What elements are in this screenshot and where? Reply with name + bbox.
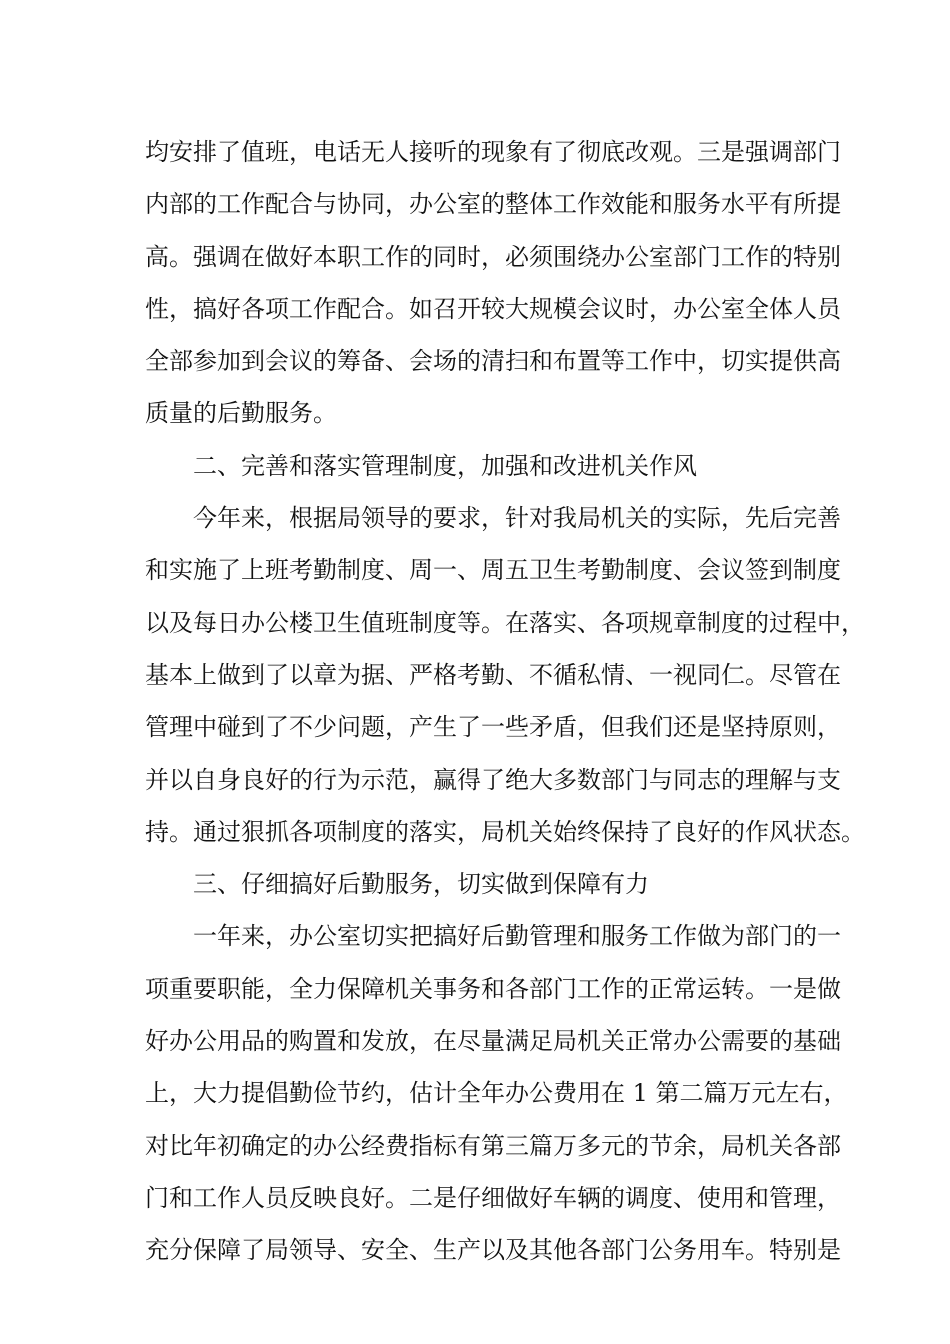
text-line: 和实施了上班考勤制度、周一、周五卫生考勤制度、会议签到制度 xyxy=(145,556,841,585)
text-line: 性，搞好各项工作配合。如召开较大规模会议时，办公室全体人员 xyxy=(145,294,841,323)
text-line: 项重要职能，全力保障机关事务和各部门工作的正常运转。一是做 xyxy=(145,974,841,1003)
text-line: 对比年初确定的办公经费指标有第三篇万多元的节余，局机关各部 xyxy=(145,1131,841,1160)
text-line: 门和工作人员反映良好。二是仔细做好车辆的调度、使用和管理， xyxy=(145,1183,841,1212)
text-line: 均安排了值班，电话无人接听的现象有了彻底改观。三是强调部门 xyxy=(145,138,841,166)
text-line: 好办公用品的购置和发放，在尽量满足局机关正常办公需要的基础 xyxy=(145,1027,841,1056)
text-line: 并以自身良好的行为示范，赢得了绝大多数部门与同志的理解与支 xyxy=(145,765,841,794)
text-line: 全部参加到会议的筹备、会场的清扫和布置等工作中，切实提供高 xyxy=(145,347,841,376)
text-line: 充分保障了局领导、安全、生产以及其他各部门公务用车。特别是 xyxy=(145,1236,841,1265)
text-line: 以及每日办公楼卫生值班制度等。在落实、各项规章制度的过程中， xyxy=(145,608,865,637)
text-line: 高。强调在做好本职工作的同时，必须围绕办公室部门工作的特别 xyxy=(145,242,841,271)
section-heading: 三、仔细搞好后勤服务，切实做到保障有力 xyxy=(193,870,649,899)
text-line: 质量的后勤服务。 xyxy=(145,399,337,428)
text-line: 持。通过狠抓各项制度的落实，局机关始终保持了良好的作风状态。 xyxy=(145,817,865,846)
section-heading: 二、完善和落实管理制度，加强和改进机关作风 xyxy=(193,451,697,480)
text-line: 上，大力提倡勤俭节约，估计全年办公费用在 1 第二篇万元左右， xyxy=(145,1079,848,1108)
text-line: 一年来，办公室切实把搞好后勤管理和服务工作做为部门的一 xyxy=(193,922,841,951)
text-line: 基本上做到了以章为据、严格考勤、不循私情、一视同仁。尽管在 xyxy=(145,660,841,689)
text-line: 管理中碰到了不少问题，产生了一些矛盾，但我们还是坚持原则， xyxy=(145,713,841,742)
document-body xyxy=(145,126,865,1277)
text-line: 内部的工作配合与协同，办公室的整体工作效能和服务水平有所提 xyxy=(145,190,841,219)
text-line: 今年来，根据局领导的要求，针对我局机关的实际，先后完善 xyxy=(193,504,841,533)
